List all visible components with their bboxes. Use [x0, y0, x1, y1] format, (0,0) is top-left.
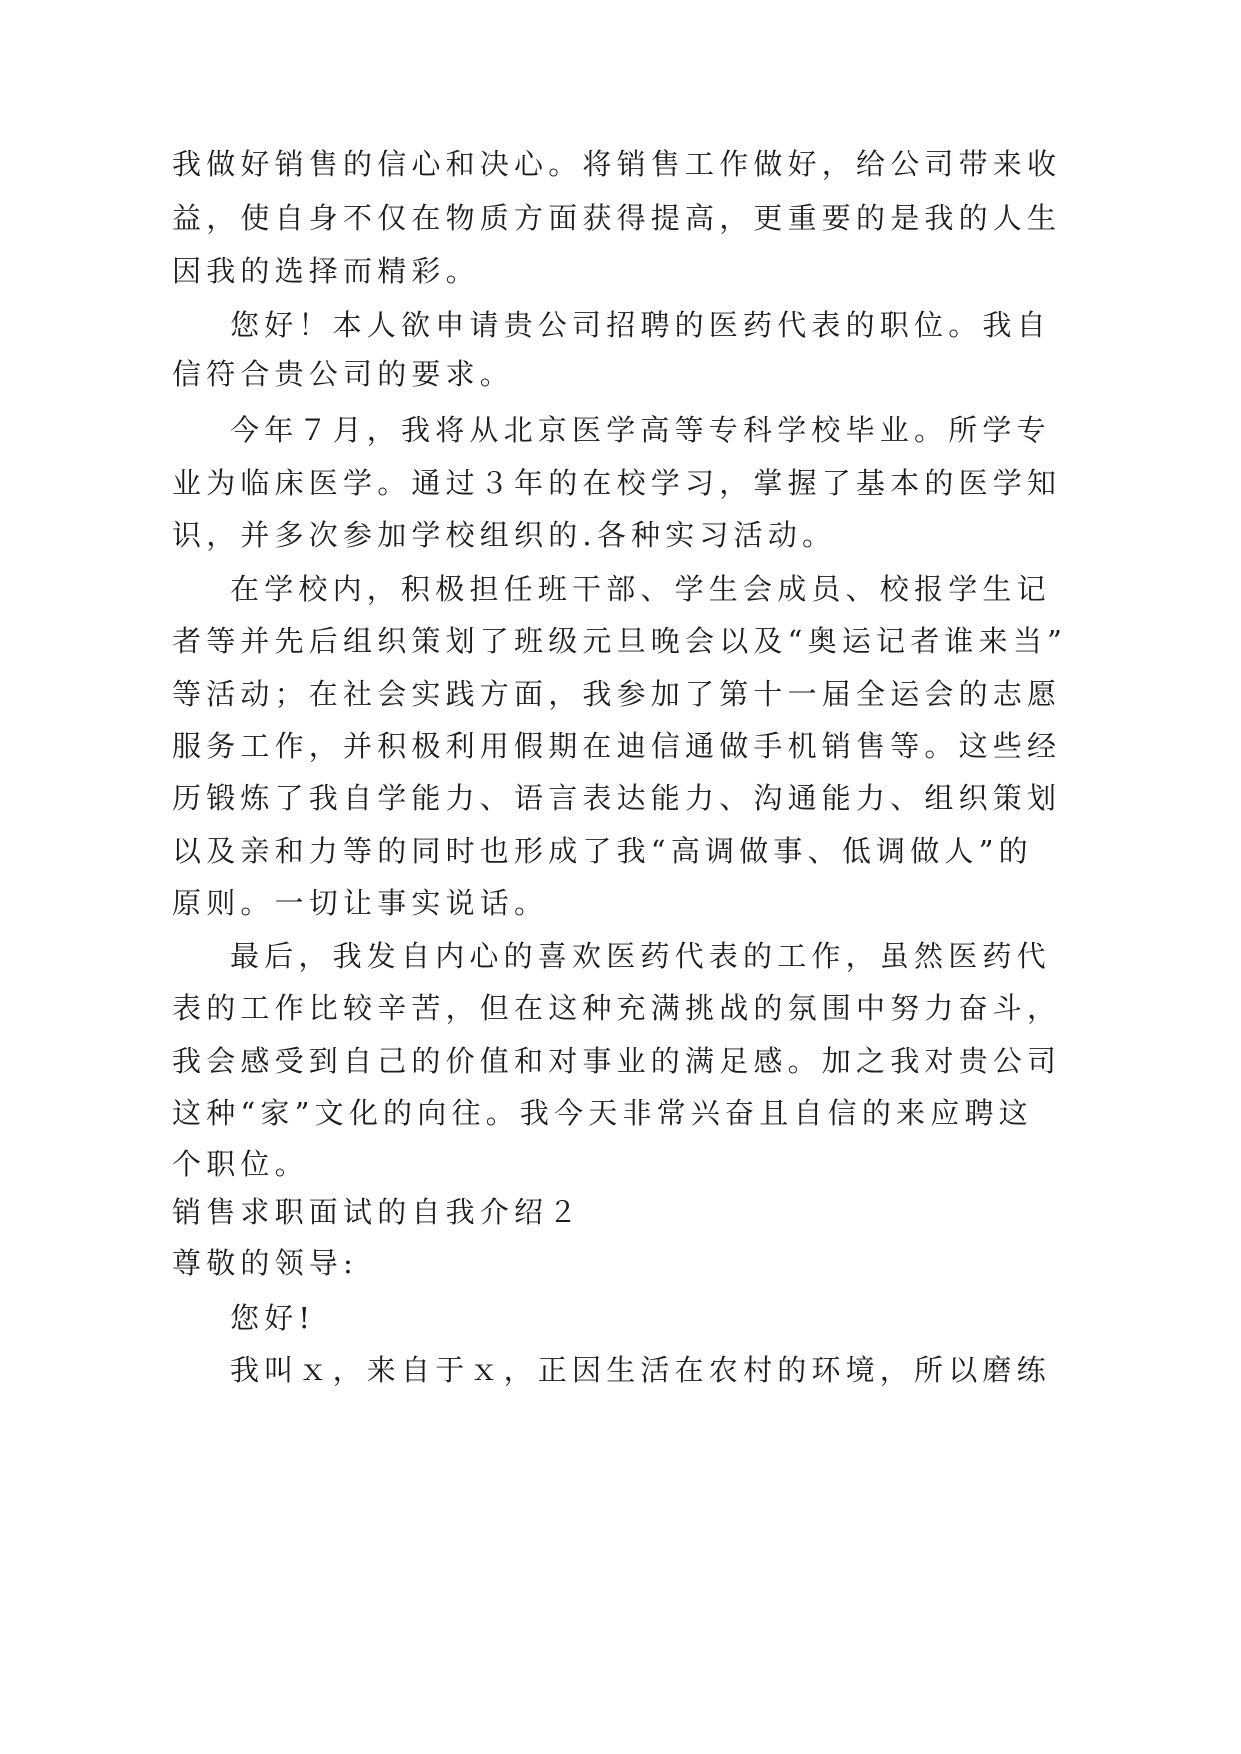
paragraph-line: 历锻炼了我自学能力、语言表达能力、沟通能力、组织策划: [172, 781, 1062, 815]
paragraph-line: 因我的选择而精彩。: [172, 254, 480, 288]
paragraph-line: 我会感受到自己的价值和对事业的满足感。加之我对贵公司: [172, 1044, 1062, 1078]
paragraph-line: 信符合贵公司的要求。: [172, 357, 515, 391]
paragraph-line: 以及亲和力等的同时也形成了我“高调做事、低调做人”的: [172, 834, 1033, 868]
paragraph-line: 表的工作比较辛苦，但在这种充满挑战的氛围中努力奋斗，: [172, 991, 1062, 1025]
salutation: 尊敬的领导:: [172, 1246, 358, 1280]
paragraph-line: 今年７月，我将从北京医学高等专科学校毕业。所学专: [230, 413, 1051, 447]
paragraph-line: 在学校内，积极担任班干部、学生会成员、校报学生记: [230, 572, 1051, 606]
paragraph-line: 原则。一切让事实说话。: [172, 886, 549, 920]
greeting: 您好!: [230, 1301, 316, 1335]
paragraph-line: 我叫ｘ，来自于ｘ，正因生活在农村的环境，所以磨练: [230, 1353, 1051, 1387]
paragraph-line: 服务工作，并积极利用假期在迪信通做手机销售等。这些经: [172, 729, 1062, 763]
paragraph-line: 个职位。: [172, 1147, 309, 1181]
paragraph-line: 最后，我发自内心的喜欢医药代表的工作，虽然医药代: [230, 939, 1051, 973]
paragraph-line: 这种“家”文化的向往。我今天非常兴奋且自信的来应聘这: [172, 1096, 1033, 1130]
paragraph-line: 者等并先后组织策划了班级元旦晚会以及“奥运记者谁来当”: [172, 624, 1068, 658]
paragraph-line: 业为临床医学。通过３年的在校学习，掌握了基本的医学知: [172, 466, 1062, 500]
paragraph-line: 益，使自身不仅在物质方面获得提高，更重要的是我的人生: [172, 201, 1062, 235]
section-heading: 销售求职面试的自我介绍２: [172, 1195, 583, 1229]
paragraph-line: 等活动；在社会实践方面，我参加了第十一届全运会的志愿: [172, 677, 1062, 711]
paragraph-line: 我做好销售的信心和决心。将销售工作做好，给公司带来收: [172, 147, 1062, 181]
paragraph-line: 识，并多次参加学校组织的.各种实习活动。: [172, 518, 837, 552]
paragraph-line: 您好！本人欲申请贵公司招聘的医药代表的职位。我自: [230, 308, 1051, 342]
